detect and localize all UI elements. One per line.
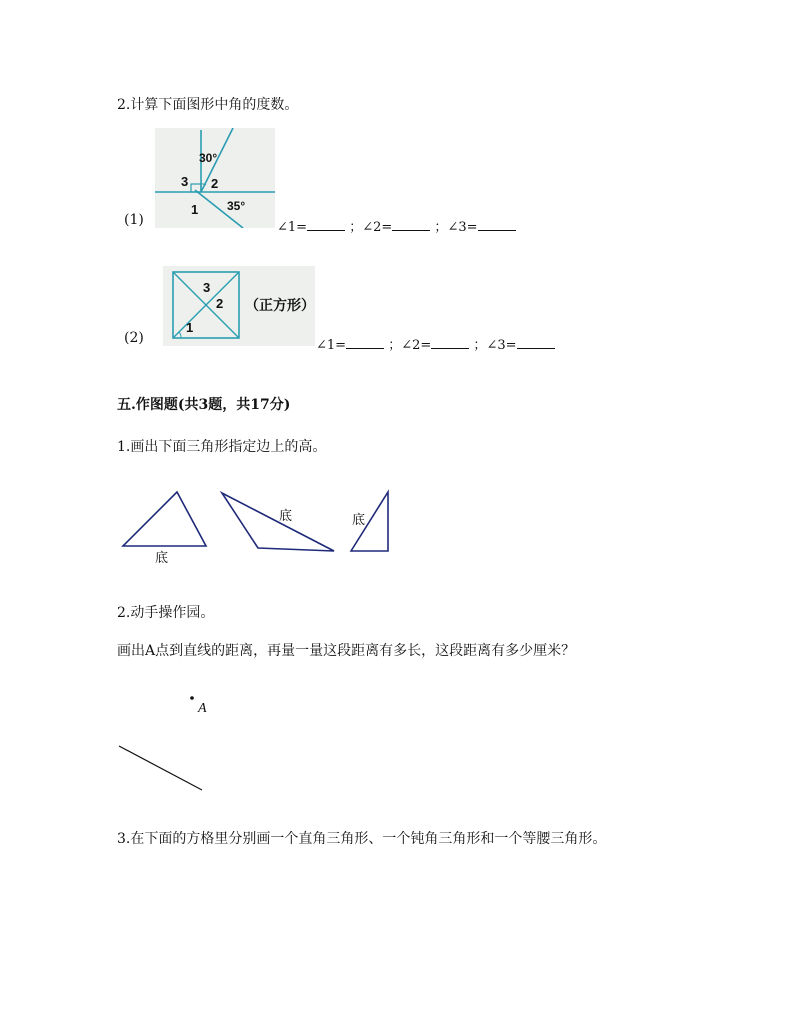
answer-angle-3-label: ∠3=: [486, 338, 517, 353]
part-1-label: (1): [124, 212, 144, 228]
triangles-svg: [115, 485, 405, 570]
answer-blank-3[interactable]: [478, 218, 516, 231]
label-square: （正方形）: [245, 297, 315, 313]
label-35-degrees: 35°: [227, 199, 246, 213]
section-5-question-3: 3.在下面的方格里分别画一个直角三角形、一个钝角三角形和一个等腰三角形。: [117, 831, 607, 847]
answer-blank-2[interactable]: [392, 218, 430, 231]
answer-angle-1-label: ∠1=: [316, 338, 347, 353]
section-5-question-2: 2.动手操作园。: [117, 605, 215, 621]
part-2-label: (2): [124, 330, 144, 346]
square-figure: [163, 266, 315, 346]
answer-angle-1-label: ∠1=: [277, 220, 308, 235]
angle-arc-1: [179, 332, 181, 338]
point-line-figure: [110, 688, 220, 798]
answer-angle-3-label: ∠3=: [447, 220, 478, 235]
label-angle-1: 1: [186, 320, 194, 335]
separator: ；: [349, 220, 363, 235]
answer-row-2: [316, 334, 555, 353]
label-angle-1: 1: [191, 202, 199, 217]
triangle-1: [123, 492, 206, 546]
separator: ；: [434, 220, 448, 235]
triangle-1-base-label: 底: [155, 550, 169, 565]
answer-blank-3[interactable]: [517, 336, 555, 349]
section-5-question-1: 1.画出下面三角形指定边上的高。: [117, 439, 327, 455]
label-angle-3: 3: [203, 280, 211, 295]
section-5-question-2-sub: 画出A点到直线的距离，再量一量这段距离有多长，这段距离有多少厘米？: [117, 643, 576, 659]
section-5-heading: 五.作图题(共3题，共17分): [117, 397, 291, 413]
answer-row-1: [277, 216, 516, 235]
answer-angle-2-label: ∠2=: [401, 338, 432, 353]
answer-blank-1[interactable]: [346, 336, 384, 349]
separator: ；: [388, 338, 402, 353]
angle-figure-1-svg: [155, 128, 275, 228]
label-angle-3: 3: [181, 174, 189, 189]
separator: ；: [473, 338, 487, 353]
triangle-2-base-label: 底: [279, 508, 293, 523]
straight-line: [119, 746, 202, 790]
label-angle-2: 2: [211, 176, 219, 191]
answer-blank-2[interactable]: [431, 336, 469, 349]
triangles-figure: [115, 485, 405, 570]
triangle-2: [222, 493, 334, 551]
point-line-svg: [110, 688, 220, 798]
answer-blank-1[interactable]: [307, 218, 345, 231]
point-a-label: A: [198, 701, 207, 716]
label-angle-2: 2: [216, 296, 224, 311]
angle-figure-1: [155, 128, 275, 228]
label-30-degrees: 30°: [199, 151, 218, 165]
triangle-3-base-label: 底: [352, 512, 366, 527]
question-2-title: 2.计算下面图形中角的度数。: [117, 97, 299, 113]
point-a-dot: [190, 696, 194, 700]
answer-angle-2-label: ∠2=: [362, 220, 393, 235]
square-figure-svg: [163, 266, 315, 346]
